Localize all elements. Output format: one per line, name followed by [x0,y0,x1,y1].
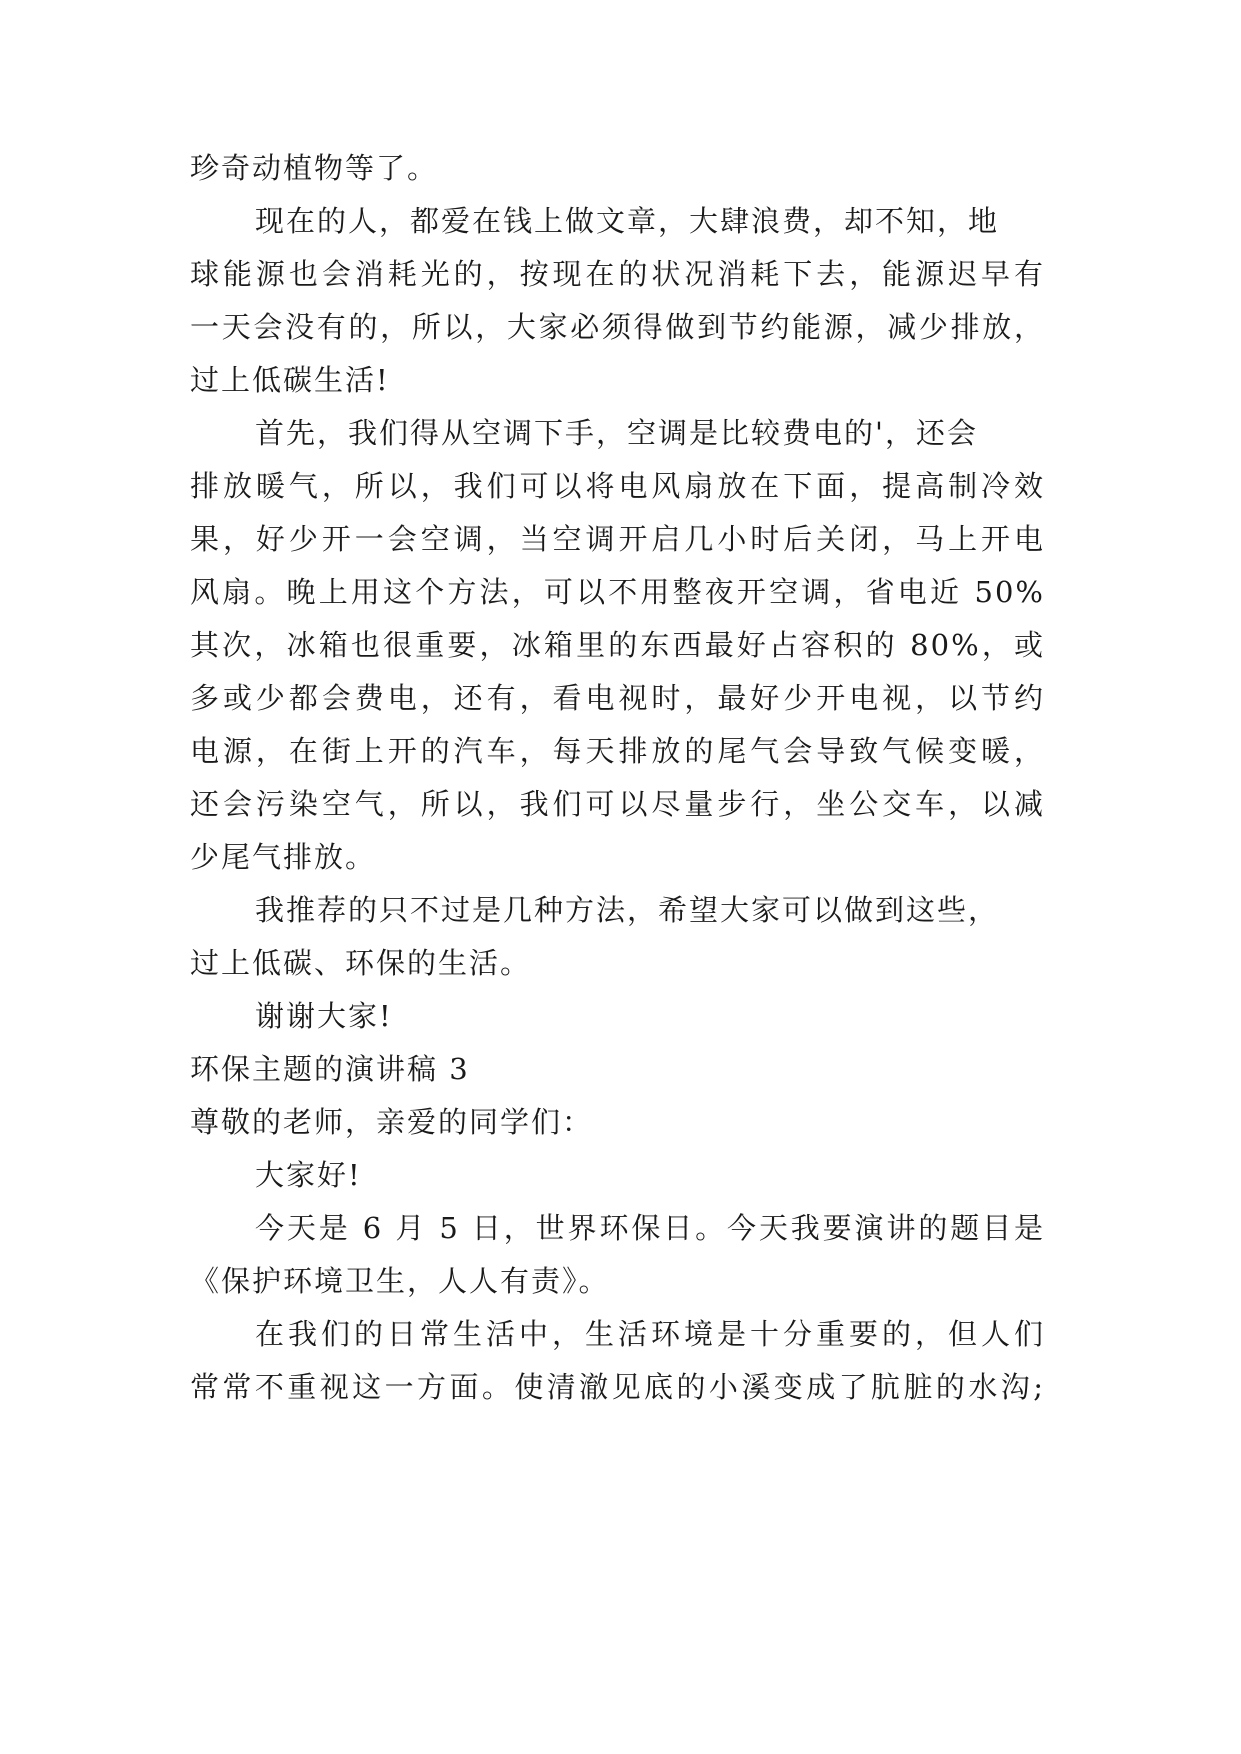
text-line: 常常不重视这一方面。使清澈见底的小溪变成了肮脏的水沟; [190,1370,1045,1404]
text-line: 排放暖气，所以，我们可以将电风扇放在下面，提高制冷效 [190,469,1045,503]
text-line: 一天会没有的，所以，大家必须得做到节约能源，减少排放， [190,310,1045,344]
text-line: 过上低碳、环保的生活。 [190,946,532,980]
text-line: 多或少都会费电，还有，看电视时，最好少开电视，以节约 [190,681,1045,715]
greeting: 大家好! [255,1158,362,1192]
text-line: 还会污染空气，所以，我们可以尽量步行，坐公交车，以减 [190,787,1045,821]
text-line: 首先，我们得从空调下手，空调是比较费电的'，还会 [255,416,978,450]
text-line: 风扇。晚上用这个方法，可以不用整夜开空调，省电近 50% [190,575,1045,609]
text-line: 球能源也会消耗光的，按现在的状况消耗下去，能源迟早有 [190,257,1045,291]
text-line: 果，好少开一会空调，当空调开启几小时后关闭，马上开电 [190,522,1045,556]
text-line: 电源，在街上开的汽车，每天排放的尾气会导致气候变暖， [190,734,1045,768]
text-line: 少尾气排放。 [190,840,377,874]
text-line: 在我们的日常生活中，生活环境是十分重要的，但人们 [255,1317,1045,1351]
text-line: 珍奇动植物等了。 [190,151,439,185]
text-line: 谢谢大家! [255,999,393,1033]
text-line: 现在的人，都爱在钱上做文章，大肆浪费，却不知，地 [255,204,1000,238]
salutation: 尊敬的老师，亲爱的同学们： [190,1105,594,1139]
text-line: 过上低碳生活! [190,363,390,397]
text-line: 我推荐的只不过是几种方法，希望大家可以做到这些， [255,893,1000,927]
text-line: 《保护环境卫生，人人有责》。 [190,1264,610,1298]
section-heading: 环保主题的演讲稿 3 [190,1052,470,1086]
text-line: 其次，冰箱也很重要，冰箱里的东西最好占容积的 80%，或 [190,628,1045,662]
text-line: 今天是 6 月 5 日，世界环保日。今天我要演讲的题目是 [255,1211,1045,1245]
